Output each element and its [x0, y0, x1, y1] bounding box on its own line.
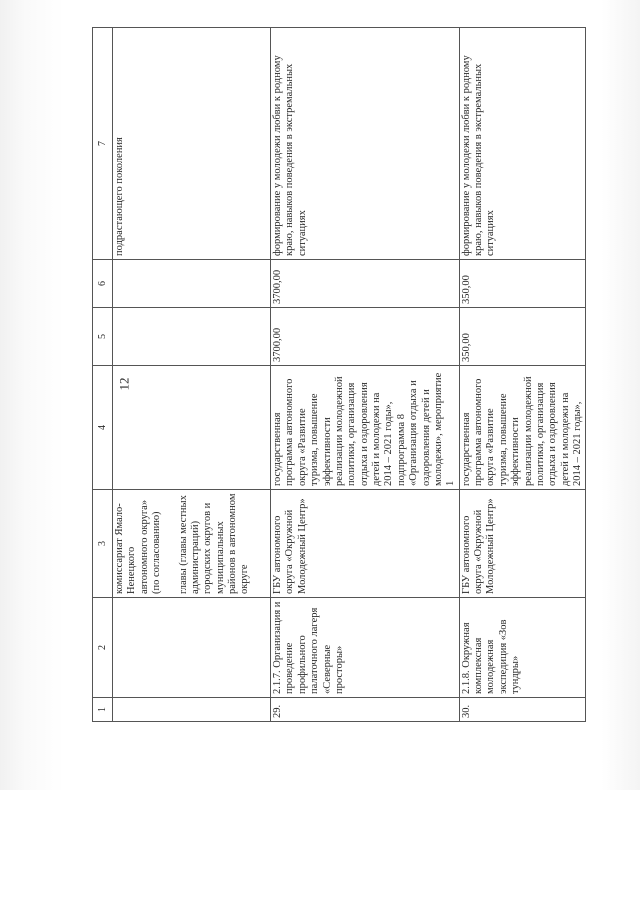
- cell-executor: ГБУ автономного округа «Окружной Молодежный Центр»: [459, 490, 586, 598]
- cell-amount: 3700,00: [271, 260, 460, 308]
- cell-executor: комиссариат Ямало- Ненецкого автономного округа» (по согласованию) главы (главы местных администраций) городских округов и муниципальных районов в автономном округе: [113, 490, 271, 598]
- column-header: 4: [93, 366, 113, 490]
- column-header: 6: [93, 260, 113, 308]
- column-header: 5: [93, 308, 113, 366]
- cell-goal: формирование у молодежи любви к родному краю, навыков поведения в экстремальных ситуациях: [459, 28, 586, 260]
- cell-amount: [113, 308, 271, 366]
- cell-source: государственная программа автономного округа «Развитие туризма, повышение эффективности реализации молодежной политики, организация отдыха и оздоровления детей и молодежи на 2014 – 2021 годы», подпрограмма 8 «Организация отдыха и оздоровления детей и молодежи», мероприятие 1: [271, 366, 460, 490]
- cell-goal: подрастающего поколения: [113, 28, 271, 260]
- cell-amount: [113, 260, 271, 308]
- events-table: [92, 27, 586, 722]
- cell-amount: 3700,00: [271, 308, 460, 366]
- rotated-table-container: [92, 28, 583, 722]
- cell-amount: 350,00: [459, 260, 586, 308]
- table-row: [113, 28, 271, 722]
- cell-source: [113, 366, 271, 490]
- column-header: 1: [93, 698, 113, 722]
- cell-num: 29.: [271, 698, 460, 722]
- column-header: 7: [93, 28, 113, 260]
- table-row: [459, 28, 586, 722]
- column-header: 2: [93, 598, 113, 698]
- cell-event: 2.1.7. Организация и проведение профильного палаточного лагеря «Северные просторы»: [271, 598, 460, 698]
- cell-source: государственная программа автономного округа «Развитие туризма, повышение эффективности реализации молодежной политики, организация отдыха и оздоровления детей и молодежи на 2014 – 2021 годы»,: [459, 366, 586, 490]
- header-row: [93, 28, 113, 722]
- cell-amount: 350,00: [459, 308, 586, 366]
- cell-event: 2.1.8. Окружная комплексная молодежная экспедиция «Зов тундры»: [459, 598, 586, 698]
- cell-goal: формирование у молодежи любви к родному краю, навыков поведения в экстремальных ситуациях: [271, 28, 460, 260]
- cell-num: 30.: [459, 698, 586, 722]
- cell-event: [113, 598, 271, 698]
- table-row: [271, 28, 460, 722]
- cell-num: [113, 698, 271, 722]
- page-number: 12: [116, 377, 132, 391]
- column-header: 3: [93, 490, 113, 598]
- cell-executor: ГБУ автономного округа «Окружной Молодежный Центр»: [271, 490, 460, 598]
